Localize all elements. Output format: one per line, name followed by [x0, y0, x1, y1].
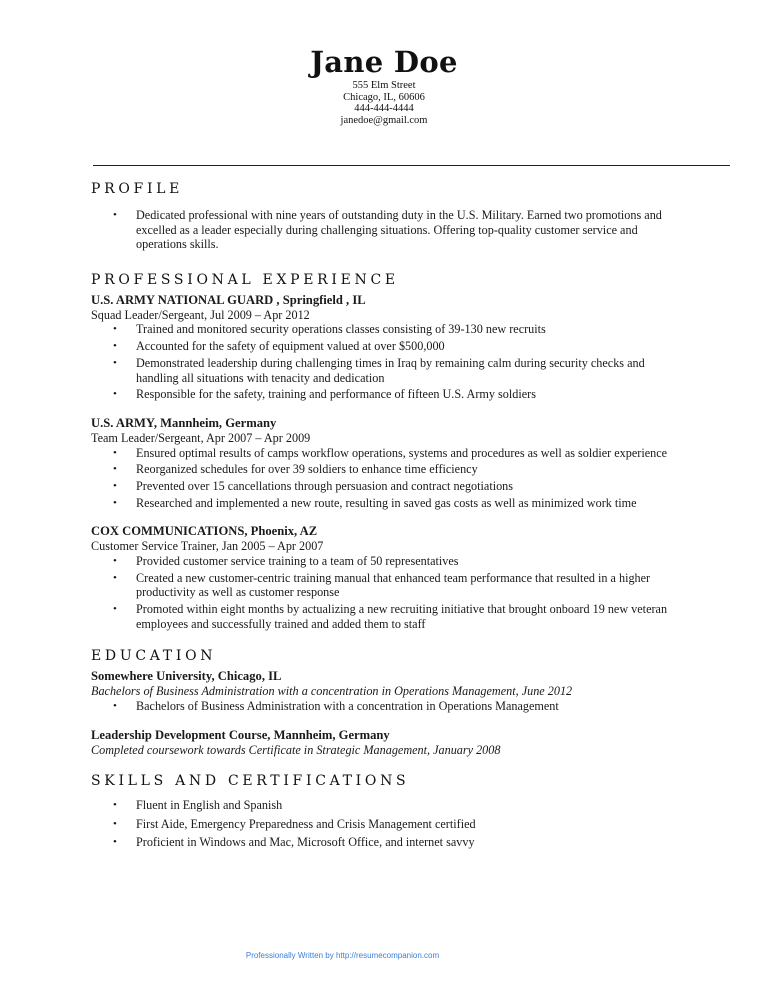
list-item: • Proficient in Windows and Mac, Microsoft Office, and internet savvy	[91, 835, 683, 850]
job-bullets	[91, 446, 683, 511]
footer-attribution[interactable]: Professionally Written by http://resumecompanion.com	[245, 951, 440, 960]
profile-section	[91, 178, 683, 252]
email-address: janedoe@gmail.com	[340, 114, 428, 126]
header-divider	[93, 165, 730, 166]
profile-heading: PROFILE	[91, 181, 184, 197]
education-school: Somewhere University, Chicago, IL	[91, 669, 282, 684]
experience-section	[91, 269, 683, 632]
education-section	[91, 645, 683, 757]
list-item: • First Aide, Emergency Preparedness and Crisis Management certified	[91, 817, 683, 832]
job-bullets	[91, 322, 683, 402]
list-item: • Fluent in English and Spanish	[91, 798, 683, 813]
list-item: • Bachelors of Business Administration with a concentration in Operations Management	[91, 699, 683, 714]
list-item: • Promoted within eight months by actualizing a new recruiting initiative that brought onboard 19 new veteran employees and successfully trained and added them to staff	[91, 602, 683, 631]
list-item: • Prevented over 15 cancellations through persuasion and contract negotiations	[91, 479, 683, 494]
job-bullets	[91, 554, 683, 631]
education-school: Leadership Development Course, Mannheim, Germany	[91, 727, 390, 742]
list-item: • Dedicated professional with nine years of outstanding duty in the U.S. Military. Earned two promotions and excelled as a leader especially during challenging situations. Offering top-quality customer service and operations skills.	[91, 208, 683, 252]
street-address: 555 Elm Street	[352, 80, 416, 91]
education-entry	[91, 728, 683, 758]
job-employer: U.S. ARMY, Mannheim, Germany	[91, 415, 277, 430]
resume-header	[0, 44, 768, 126]
education-heading: EDUCATION	[91, 648, 217, 665]
list-item: • Responsible for the safety, training and performance of fifteen U.S. Army soldiers	[91, 387, 683, 402]
candidate-name: Jane Doe	[310, 45, 458, 79]
list-item: • Accounted for the safety of equipment valued at over $500,000	[91, 339, 683, 354]
education-detail: Completed coursework towards Certificate in Strategic Management, January 2008	[91, 742, 501, 757]
resume-body	[91, 178, 683, 850]
list-item: • Created a new customer-centric training manual that enhanced team performance that resulted in a higher productivity as well as customer response	[91, 571, 683, 600]
education-entry	[91, 669, 683, 713]
job-entry	[91, 416, 683, 511]
education-bullets	[91, 699, 683, 714]
job-employer: COX COMMUNICATIONS, Phoenix, AZ	[91, 524, 318, 539]
job-role: Team Leader/Sergeant, Apr 2007 – Apr 2009	[91, 430, 311, 445]
profile-bullets	[91, 208, 683, 252]
phone-number: 444-444-4444	[354, 103, 414, 114]
list-item: • Researched and implemented a new route, resulting in saved gas costs as well as minimized work time	[91, 496, 683, 511]
job-role: Customer Service Trainer, Jan 2005 – Apr 2007	[91, 539, 324, 554]
job-entry	[91, 293, 683, 402]
job-role: Squad Leader/Sergeant, Jul 2009 – Apr 2012	[91, 307, 310, 322]
list-item: • Trained and monitored security operations classes consisting of 39-130 new recruits	[91, 322, 683, 337]
job-entry	[91, 524, 683, 631]
experience-heading: PROFESSIONAL EXPERIENCE	[91, 271, 399, 288]
list-item: • Provided customer service training to a team of 50 representatives	[91, 554, 683, 569]
skills-section	[91, 770, 683, 850]
job-employer: U.S. ARMY NATIONAL GUARD , Springfield , IL	[91, 292, 366, 307]
education-detail: Bachelors of Business Administration with a concentration in Operations Management, June 2012	[91, 684, 573, 699]
skills-heading: SKILLS AND CERTIFICATIONS	[91, 773, 410, 790]
skills-bullets	[91, 798, 683, 850]
city-state-zip: Chicago, IL, 60606	[343, 91, 425, 103]
list-item: • Ensured optimal results of camps workflow operations, systems and procedures as well as soldier experience	[91, 446, 683, 461]
list-item: • Demonstrated leadership during challenging times in Iraq by remaining calm during security checks and handling all situations with tenacity and dedication	[91, 356, 683, 385]
list-item: • Reorganized schedules for over 39 soldiers to enhance time efficiency	[91, 462, 683, 477]
